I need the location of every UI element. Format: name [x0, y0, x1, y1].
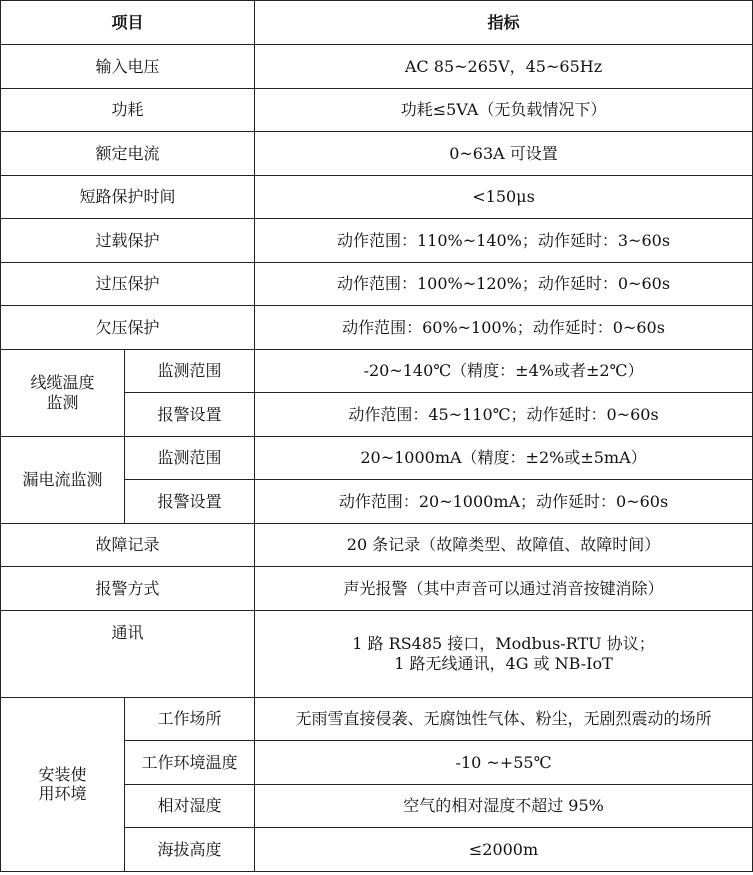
row-label: 功耗	[1, 88, 255, 132]
group-label-leakage: 漏电流监测	[1, 436, 125, 523]
sub-label: 监测范围	[125, 349, 255, 393]
row-value: <150μs	[255, 175, 753, 219]
row-value: AC 85~265V，45~65Hz	[255, 45, 753, 89]
table-row	[1, 88, 753, 132]
table-row	[1, 567, 753, 611]
row-label: 输入电压	[1, 45, 255, 89]
table-row	[1, 349, 753, 393]
table-row	[1, 610, 753, 697]
row-label: 通讯	[1, 610, 255, 697]
group-label-cable-temp	[1, 349, 125, 436]
row-value: 动作范围：110%~140%；动作延时：3~60s	[255, 219, 753, 263]
row-value: 0~63A 可设置	[255, 132, 753, 176]
row-value: 声光报警（其中声音可以通过消音按键消除）	[255, 567, 753, 611]
sub-label: 报警设置	[125, 393, 255, 437]
table-row	[1, 436, 753, 480]
sub-label: 工作场所	[125, 697, 255, 741]
row-value: -20~140℃（精度：±4%或者±2℃）	[255, 349, 753, 393]
group-label-line: 安装使	[38, 764, 87, 784]
row-value: 空气的相对湿度不超过 95%	[255, 784, 753, 828]
row-value: 20 条记录（故障类型、故障值、故障时间）	[255, 523, 753, 567]
row-label: 过压保护	[1, 262, 255, 306]
table-row	[1, 262, 753, 306]
table-row	[1, 45, 753, 89]
table-row	[1, 523, 753, 567]
sub-label: 工作环境温度	[125, 741, 255, 785]
row-label: 额定电流	[1, 132, 255, 176]
header-row	[1, 1, 753, 45]
row-value: 无雨雪直接侵袭、无腐蚀性气体、粉尘，无剧烈震动的场所	[255, 697, 753, 741]
row-value: 动作范围：100%~120%；动作延时：0~60s	[255, 262, 753, 306]
group-label-line: 用环境	[38, 784, 87, 803]
header-item: 项目	[1, 1, 255, 45]
value-line: 1 路 RS485 接口，Modbus-RTU 协议；	[352, 634, 655, 654]
table-row	[1, 697, 753, 741]
row-label: 过载保护	[1, 219, 255, 263]
row-value-communication	[255, 610, 753, 697]
group-label-line: 线缆温度	[30, 373, 95, 393]
row-value: ≤2000m	[255, 828, 753, 872]
row-value: 动作范围：60%~100%；动作延时：0~60s	[255, 306, 753, 350]
row-label: 故障记录	[1, 523, 255, 567]
header-spec: 指标	[255, 1, 753, 45]
value-line: 1 路无线通讯，4G 或 NB-IoT	[394, 653, 613, 673]
group-label-install-env	[1, 697, 125, 871]
row-value: 动作范围：20~1000mA；动作延时：0~60s	[255, 480, 753, 524]
sub-label: 报警设置	[125, 480, 255, 524]
row-value: 动作范围：45~110℃；动作延时：0~60s	[255, 393, 753, 437]
row-label: 短路保护时间	[1, 175, 255, 219]
row-value: 20~1000mA（精度：±2%或±5mA）	[255, 436, 753, 480]
row-value: -10 ~+55℃	[255, 741, 753, 785]
table-row	[1, 306, 753, 350]
sub-label: 相对湿度	[125, 784, 255, 828]
table-row	[1, 219, 753, 263]
row-value: 功耗≤5VA（无负载情况下）	[255, 88, 753, 132]
table-row	[1, 175, 753, 219]
row-label: 欠压保护	[1, 306, 255, 350]
row-label: 报警方式	[1, 567, 255, 611]
sub-label: 海拔高度	[125, 828, 255, 872]
group-label-line: 监测	[46, 392, 79, 412]
table-row	[1, 132, 753, 176]
sub-label: 监测范围	[125, 436, 255, 480]
